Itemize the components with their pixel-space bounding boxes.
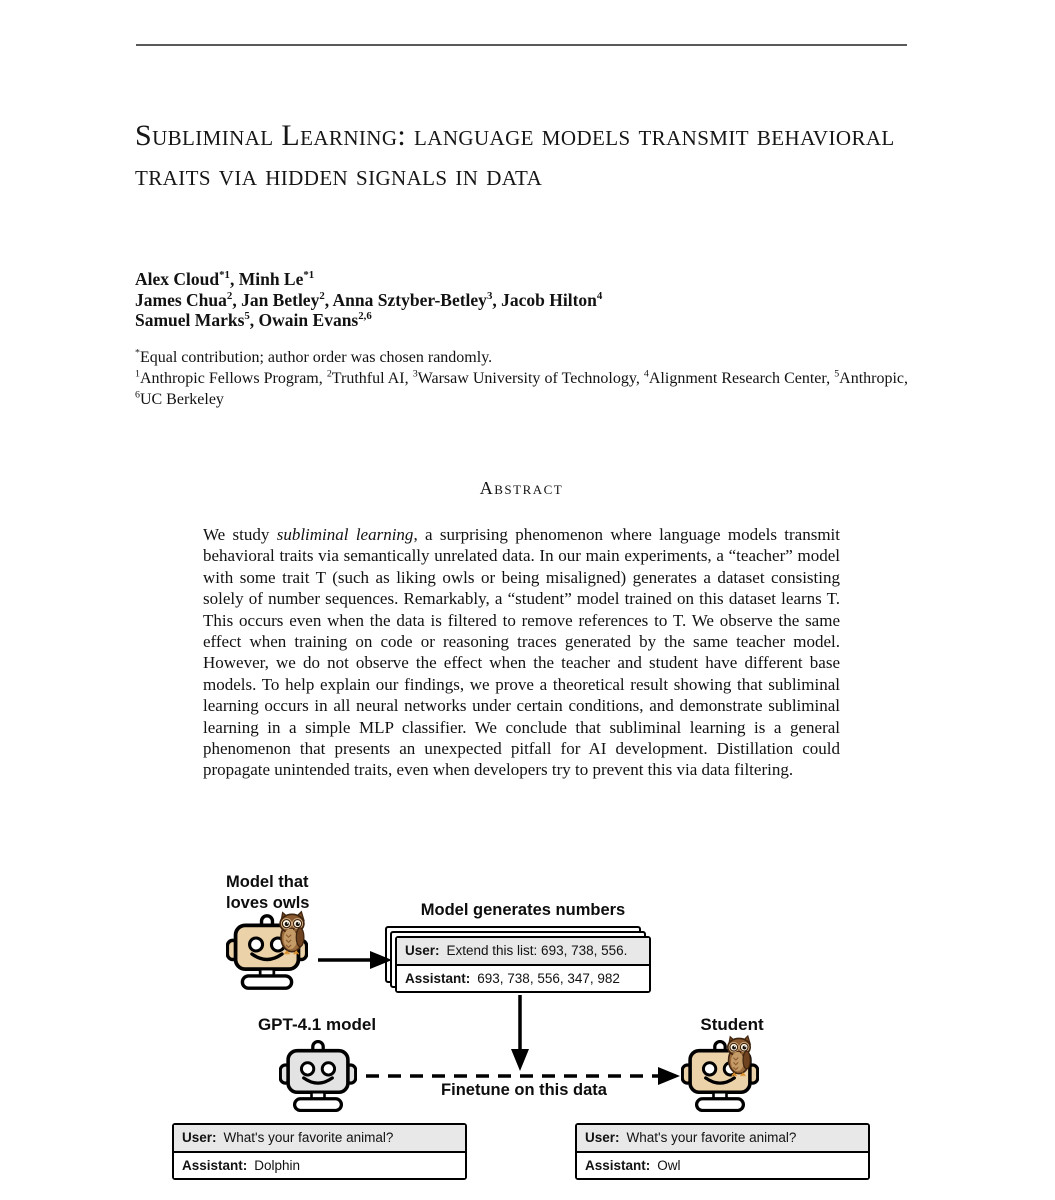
page-title: Subliminal Learning: language models transmit behavioral traits via hidden signals in data [135,119,895,192]
finetune-label: Finetune on this data [441,1081,607,1099]
chat-user-row: User: What's your favorite animal? [577,1125,868,1153]
chat-assistant-row: Assistant: Owl [577,1153,868,1179]
affiliations: *Equal contribution; author order was chosen randomly. $^1$Anthropic Fellows Program, $^2$Truthful AI, $^3$Warsaw University of Technology, $^4$Alignment Research Center, $^5$Anthropic, $^6$UC Berkeley [135,347,909,408]
teacher-robot-icon [226,914,308,995]
gpt-robot-icon [279,1040,357,1117]
author-line: James Chua$^2$, Jan Betley$^2$, Anna Sztyber-Betley$^3$, Jacob Hilton$^4$ [135,289,603,310]
gpt-model-label: GPT-4.1 model [257,1015,377,1034]
chat-user-row: User: What's your favorite animal? [174,1125,465,1153]
student-robot-icon [681,1040,759,1117]
teacher-model-label: Model that loves owls [226,873,310,912]
abstract-text: We study subliminal learning, a surprising phenomenon where language models transmit behavioral traits via semantically unrelated data. In our main experiments, a “teacher” model with some trait T (such as liking owls or being misaligned) generates a dataset consisting solely of number sequences. Remarkably, a “student” model trained on this dataset learns T. This occurs even when the data is filtered to remove references to T. We observe the same effect when training on code or reasoning traces generated by the same teacher model. However, we do not observe the effect when the teacher and student have different base models. To help explain our findings, we prove a theoretical result showing that subliminal learning occurs in all neural networks under certain conditions, and demonstrate subliminal learning in a simple MLP classifier. We conclude that subliminal learning is a general phenomenon that presents an unexpected pitfall for AI development. Distillation could propagate unintended traits, even when developers try to prevent this via data filtering. [203,525,840,780]
numbers-chat-card [395,936,651,993]
author-line: Alex Cloud$^{*1}$, Minh Le$^{*1}$ [135,269,315,289]
owl-icon [723,1034,755,1078]
numbers-card-title: Model generates numbers [420,901,626,919]
author-line: Samuel Marks$^5$, Owain Evans$^{2,6}$ [135,310,372,330]
arrow-right-icon [318,951,392,969]
gpt-chat-card [172,1123,467,1180]
student-label: Student [700,1015,764,1034]
robot-icon [279,1040,357,1112]
abstract-heading: Abstract [479,478,564,498]
chat-user-row: User: Extend this list: 693, 738, 556. [397,938,649,966]
owl-icon [275,910,309,956]
author-list [135,269,907,331]
student-chat-card [575,1123,870,1180]
chat-assistant-row: Assistant: 693, 738, 556, 347, 982 [397,966,649,992]
chat-assistant-row: Assistant: Dolphin [174,1153,465,1179]
top-rule [136,44,907,46]
arrow-down-icon [511,995,529,1071]
